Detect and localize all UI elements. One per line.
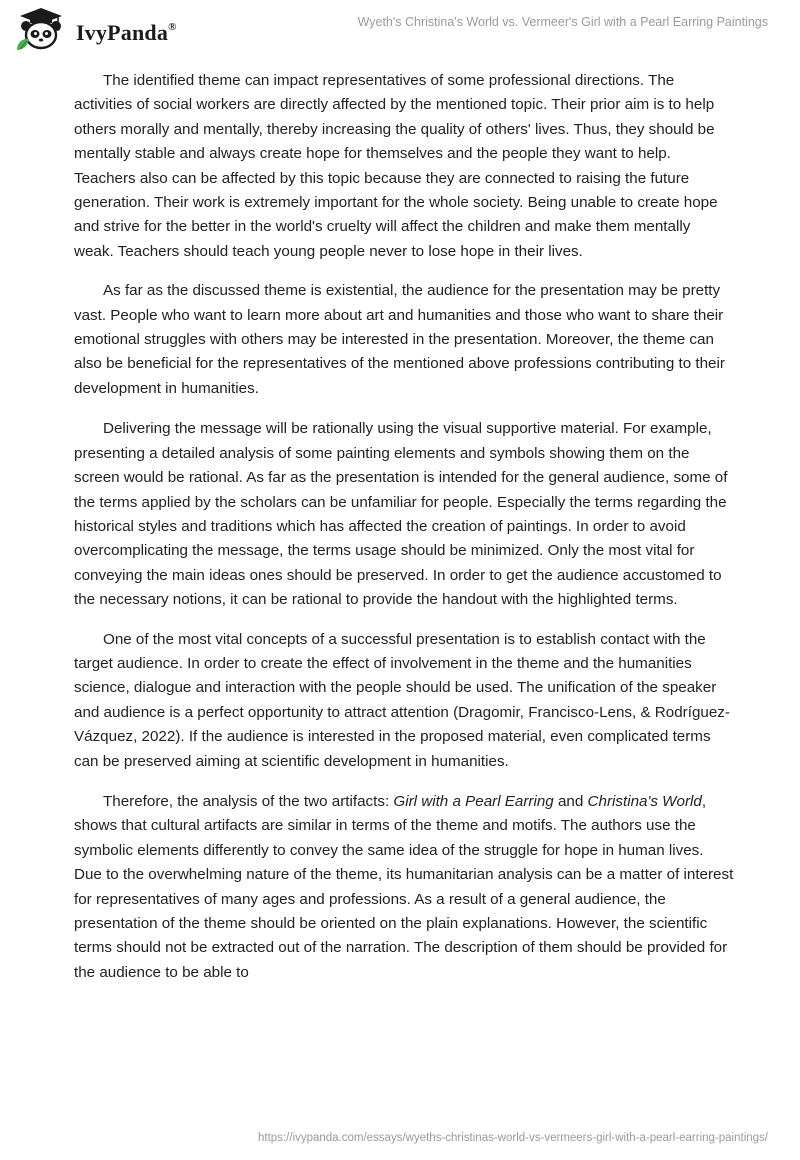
artwork-title: Girl with a Pearl Earring xyxy=(393,792,554,810)
artwork-title: Christina's World xyxy=(587,792,702,810)
paragraph: The identified theme can impact representatives of some professional directions. The activities of social workers are directly affected by the mentioned topic. Their prior aim is to help others morally and mentally, thereby increasing the quality of others' lives. Thus, they should be mentally stable and always create hope for themselves and the people they want to help. Teachers also can be affected by this topic because they are connected to raising the future generation. Their work is extremely important for the whole society. Being unable to create hope and strive for the better in the world's cruelty will affect the children and make them mentally weak. Teachers should teach young people never to lose hope in their lives. xyxy=(74,72,718,260)
paragraph: Delivering the message will be rationally using the visual supportive material. For example, presenting a detailed analysis of some painting elements and symbols showing them on the screen would be rational. As far as the presentation is intended for the general audience, some of the terms applied by the scholars can be unfamiliar for people. Especially the terms regarding the historical styles and traditions which has affected the creation of paintings. In order to avoid overcomplicating the message, the terms usage should be minimized. Only the most vital for conveying the main ideas ones should be preserved. In order to get the audience accustomed to the necessary notions, it can be rational to provide the handout with the highlighted terms. xyxy=(74,420,728,609)
paragraph-conclusion: Therefore, the analysis of the two artifacts: Girl with a Pearl Earring and Christina's World, shows that cultural artifacts are similar in terms of the theme and motifs. The authors use the symbolic elements differently to convey the same idea of the struggle for hope in human lives. Due to the overwhelming nature of the theme, its humanitarian analysis can be a matter of interest for representatives of many ages and professions. As a result of a general audience, the presentation of the theme should be oriented on the plain explanations. However, the scientific terms should not be extracted out of the narration. The description of them should be provided for the audience to be able to xyxy=(74,792,734,981)
source-url[interactable]: https://ivypanda.com/essays/wyeths-christinas-world-vs-vermeers-girl-with-a-pearl-earring-paintings/ xyxy=(258,1132,768,1144)
essay-body xyxy=(74,69,734,1000)
panda-icon xyxy=(14,6,70,52)
document-title: Wyeth's Christina's World vs. Vermeer's Girl with a Pearl Earring Paintings xyxy=(357,15,768,29)
paragraph: One of the most vital concepts of a successful presentation is to establish contact with the target audience. In order to create the effect of involvement in the theme and the humanities science, dialogue and interaction with the people should be used. The unification of the speaker and audience is a perfect opportunity to attract attention (Dragomir, Francisco-Lens, & Rodríguez-Vázquez, 2022). If the audience is interested in the proposed material, even complicated terms can be preserved aiming at scientific development in humanities. xyxy=(74,630,730,770)
paragraph: As far as the discussed theme is existential, the audience for the presentation may be pretty vast. People who want to learn more about art and humanities and those who want to share their emotional struggles with others may be interested in the presentation. Moreover, the theme can also be beneficial for the representatives of the mentioned above professions contributing to their development in humanities. xyxy=(74,282,725,397)
brand-name: IvyPanda® xyxy=(76,20,177,45)
page-header xyxy=(0,0,800,60)
ivypanda-logo[interactable] xyxy=(14,6,224,56)
